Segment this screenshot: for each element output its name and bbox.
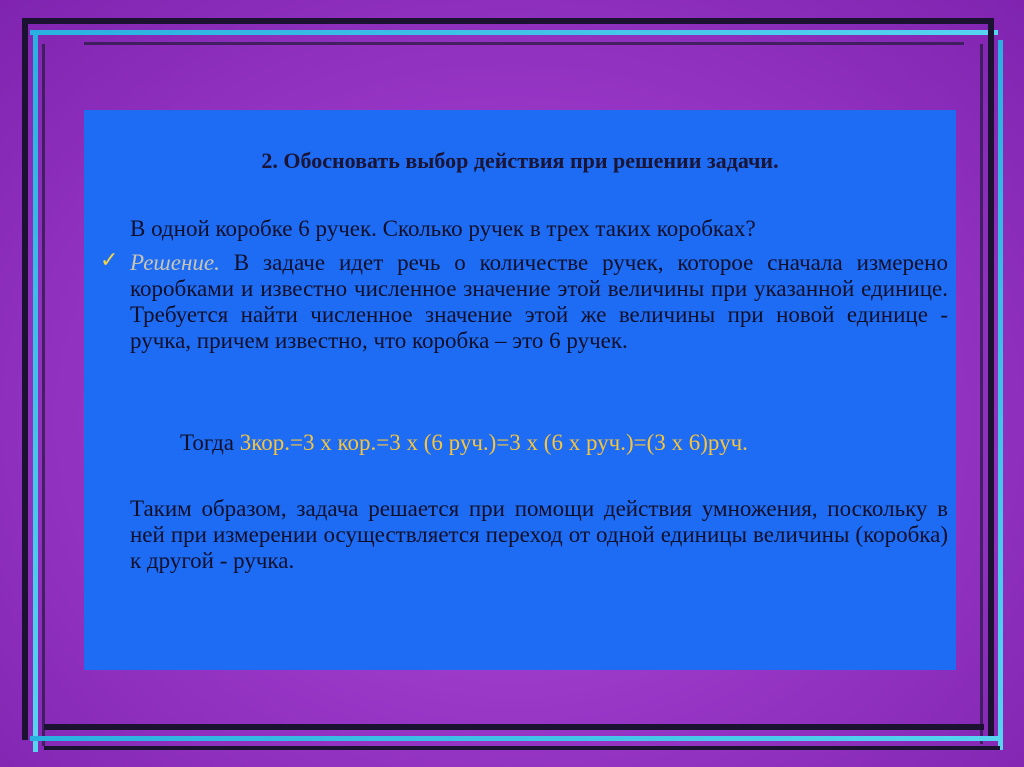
formula: 3кор.=3 х кор.=3 х (6 руч.)=3 х (6 х руч.)=(3 х 6)руч. <box>239 430 748 455</box>
solution-paragraph <box>130 250 948 354</box>
top-border-cyan <box>30 30 998 35</box>
bottom-border-dark <box>44 724 984 730</box>
right-border-thin <box>980 44 983 744</box>
left-border-dark <box>22 18 28 740</box>
solution-text: В задаче идет речь о количестве ручек, которое сначала измерено коробками и известно численное значение этой величины при указанной единице. Требуется найти численное значение этой же величины при новой единице - ручка, причем известно, что коробка – это 6 ручек. <box>130 250 948 353</box>
bottom-border-cyan <box>30 736 998 741</box>
conclusion-paragraph: Таким образом, задача решается при помощи действия умножения, поскольку в ней при измерении осуществляется переход от одной единицы величины (коробка) к другой - ручка. <box>130 496 948 573</box>
problem-statement: В одной коробке 6 ручек. Сколько ручек в трех таких коробках? <box>130 216 756 241</box>
left-border-thin <box>42 44 45 746</box>
content-panel <box>84 110 956 670</box>
check-icon: ✓ <box>100 248 119 273</box>
left-border-cyan <box>33 30 38 752</box>
top-border-dark <box>22 18 990 24</box>
top-border-thin <box>84 42 964 45</box>
then-label: Тогда <box>180 430 240 455</box>
formula-line <box>180 430 748 456</box>
right-border-dark <box>988 18 994 738</box>
solution-label: Решение. <box>130 250 220 275</box>
bottom-border-thin <box>44 746 1000 750</box>
right-border-cyan <box>998 40 1003 750</box>
slide-heading: 2. Обосновать выбор действия при решении задачи. <box>261 148 779 173</box>
